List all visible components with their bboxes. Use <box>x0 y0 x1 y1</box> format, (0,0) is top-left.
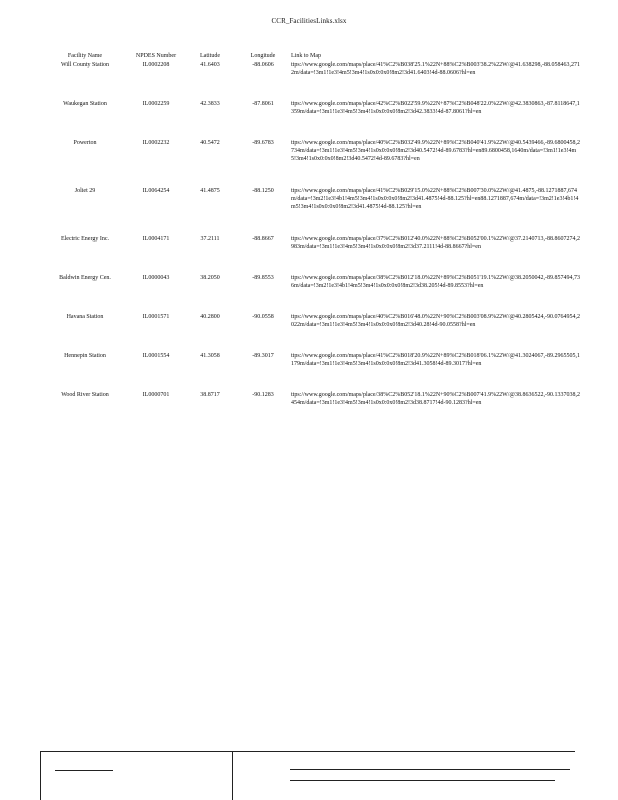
longitude-cell: -88.8667 <box>252 236 274 242</box>
longitude-cell: -89.6783 <box>252 140 274 146</box>
npdes-number-cell: IL0000701 <box>142 392 170 398</box>
header-npdes-number: NPDES Number <box>135 53 177 59</box>
latitude-cell: 42.3833 <box>200 101 220 107</box>
npdes-number-cell: IL0004171 <box>142 236 170 242</box>
header-latitude: Latitude <box>200 53 220 59</box>
facility-name-cell: Havana Station <box>66 314 104 320</box>
npdes-number-cell: IL0002259 <box>142 101 170 107</box>
latitude-cell: 38.2050 <box>200 275 220 281</box>
footer-top-rule <box>40 751 575 752</box>
facility-name-cell: Hennepin Station <box>64 353 106 359</box>
table-row <box>0 235 618 274</box>
map-link-cell[interactable]: ttps://www.google.com/maps/place/41%C2%B038'25.1%22N+88%C2%B003'38.2%22W/@41.638298,-88.058463,2712m/data=!3m1!1e3!4m5!3m4!1s0x0:0x0!8m2!3d41.6403!4d-88.0606?hl=en <box>291 62 580 76</box>
latitude-cell: 41.4875 <box>200 188 220 194</box>
table-row <box>0 139 618 187</box>
table-row <box>0 313 618 352</box>
table-row <box>0 274 618 313</box>
table-row <box>0 100 618 139</box>
longitude-cell: -87.8061 <box>252 101 274 107</box>
map-link-cell[interactable]: ttps://www.google.com/maps/place/41%C2%B029'15.0%22N+88%C2%B007'30.0%22W/@41.4875,-88.1271887,674m/data=!3m2!1e3!4b1!4m5!3m4!1s0x0:0x0!8m2!3d41.4875!4d-88.125?hl=en88.1271887,674m/data=!3m2!1e3!4b1!4m5!3m4!1s0x0:0x0!8m2!3d41.4875!4d-88.125?hl=en <box>291 188 579 210</box>
facility-name-cell: Will County Station <box>60 62 110 68</box>
map-link-cell[interactable]: ttps://www.google.com/maps/place/38%C2%B012'18.0%22N+89%C2%B051'19.1%22W/@38.2050042,-89.857494,736m/data=!3m2!1e3!4b1!4m5!3m4!1s0x0:0x0!8m2!3d38.205!4d-89.8553?hl=en <box>291 275 580 289</box>
longitude-cell: -89.8553 <box>252 275 274 281</box>
latitude-cell: 38.8717 <box>200 392 220 398</box>
npdes-number-cell: IL0002208 <box>142 62 170 68</box>
facility-name-cell: Electric Energy Inc. <box>60 236 110 242</box>
npdes-number-cell: IL0064254 <box>142 188 170 194</box>
map-link-cell[interactable]: ttps://www.google.com/maps/place/42%C2%B022'59.9%22N+87%C2%B048'22.0%22W/@42.3830863,-87.8118647,1359m/data=!3m1!1e3!4m5!3m4!1s0x0:0x0!8m2!3d42.3833!4d-87.8061?hl=en <box>291 101 580 115</box>
latitude-cell: 40.5472 <box>200 140 220 146</box>
facilities-table <box>0 52 618 430</box>
map-link-cell[interactable]: ttps://www.google.com/maps/place/40%C2%B032'49.9%22N+89%C2%B040'41.9%22W/@40.5439466,-89.6800458,2734m/data=!3m1!1e3!4m5!3m4!1s0x0:0x0!8m2!3d40.5472!4d-89.6783?hl=en89.6800458,1640m/data=!3m1!1e3!4m5!3m4!1s0x0:0x0!8m2!3d40.5472!4d-89.6783?hl=en <box>291 140 580 162</box>
document-title: CCR_FacilitiesLinks.xlsx <box>271 17 347 25</box>
latitude-cell: 41.3058 <box>200 353 220 359</box>
facility-name-cell: Powerton <box>73 140 97 146</box>
table-row <box>0 61 618 100</box>
footer-divider <box>232 751 233 800</box>
facility-name-cell: Joliet 29 <box>74 188 96 194</box>
npdes-number-cell: IL0000043 <box>142 275 170 281</box>
table-row <box>0 187 618 235</box>
longitude-cell: -90.0558 <box>252 314 274 320</box>
table-row <box>0 352 618 391</box>
longitude-cell: -88.1250 <box>252 188 274 194</box>
footer-signature-line-right-2 <box>290 780 555 781</box>
footer-signature-line-left <box>55 770 113 771</box>
npdes-number-cell: IL0002232 <box>142 140 170 146</box>
header-facility-name: Facility Name <box>67 53 103 59</box>
map-link-cell[interactable]: ttps://www.google.com/maps/place/37%C2%B012'40.0%22N+88%C2%B052'00.1%22W/@37.2140713,-88.8607274,2983m/data=!3m1!1e3!4m5!3m4!1s0x0:0x0!8m2!3d37.2111!4d-88.8667?hl=en <box>291 236 580 250</box>
map-link-cell[interactable]: ttps://www.google.com/maps/place/38%C2%B052'18.1%22N+90%C2%B007'41.9%22W/@38.8636522,-90.1337038,2454m/data=!3m1!1e3!4m5!3m4!1s0x0:0x0!8m2!3d38.8717!4d-90.1283?hl=en <box>291 392 580 406</box>
latitude-cell: 41.6403 <box>200 62 220 68</box>
facility-name-cell: Wood River Station <box>61 392 109 398</box>
longitude-cell: -88.0606 <box>252 62 274 68</box>
footer-left-border <box>40 751 41 800</box>
latitude-cell: 37.2111 <box>200 236 220 242</box>
map-link-cell[interactable]: ttps://www.google.com/maps/place/41%C2%B018'20.9%22N+89%C2%B018'06.1%22W/@41.3024067,-89.2965505,1179m/data=!3m1!1e3!4m5!3m4!1s0x0:0x0!8m2!3d41.3058!4d-89.3017?hl=en <box>291 353 580 367</box>
npdes-number-cell: IL0001571 <box>142 314 170 320</box>
table-row <box>0 391 618 430</box>
facility-name-cell: Baldwin Energy Cen. <box>59 275 111 281</box>
longitude-cell: -89.3017 <box>252 353 274 359</box>
longitude-cell: -90.1283 <box>252 392 274 398</box>
table-header-row <box>0 52 618 61</box>
facility-name-cell: Waukegan Station <box>63 101 107 107</box>
header-link-to-map: Link to Map <box>291 53 321 59</box>
header-longitude: Longitude <box>250 53 276 59</box>
map-link-cell[interactable]: ttps://www.google.com/maps/place/40%C2%B016'48.0%22N+90%C2%B003'08.9%22W/@40.2805424,-90.0764954,2022m/data=!3m1!1e3!4m5!3m4!1s0x0:0x0!8m2!3d40.28!4d-90.0558?hl=en <box>291 314 580 328</box>
footer-signature-line-right-1 <box>290 769 570 770</box>
latitude-cell: 40.2800 <box>200 314 220 320</box>
npdes-number-cell: IL0001554 <box>142 353 170 359</box>
